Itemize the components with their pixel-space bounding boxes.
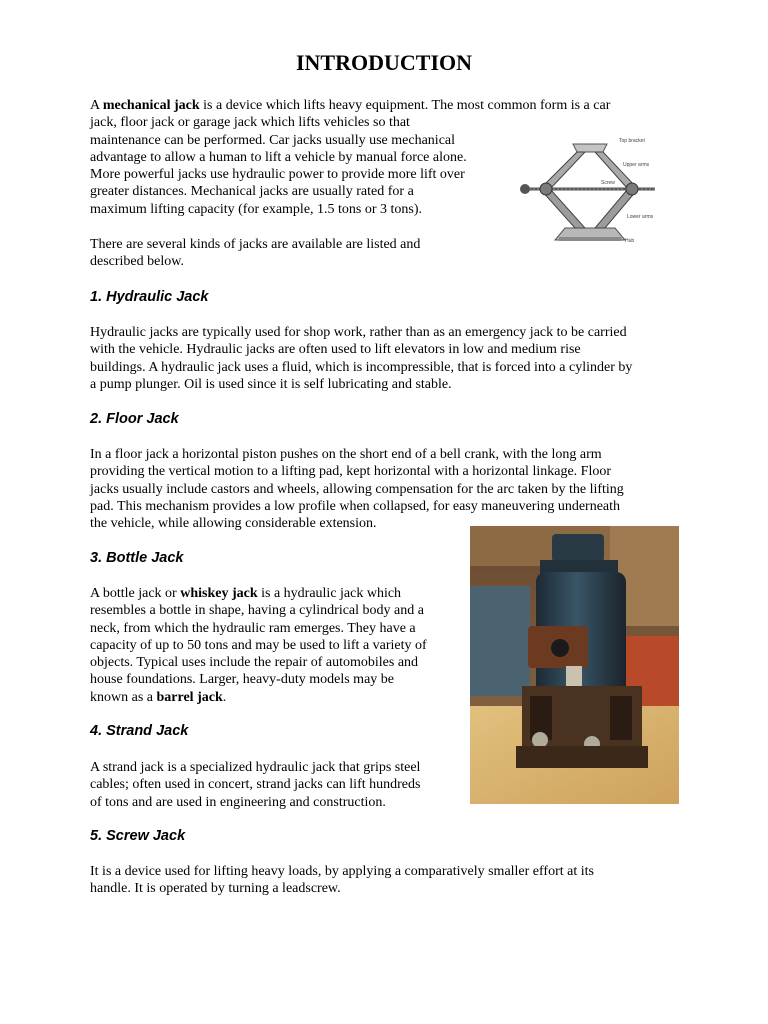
intro-text: maintenance can be performed. Car jacks usually use mechanical	[90, 132, 456, 148]
body-line: A bottle jack or	[90, 586, 181, 601]
strand-paragraph	[90, 759, 420, 811]
bottle-paragraph	[90, 585, 427, 706]
body-line: It is a device used for lifting heavy loads, by applying a comparatively smaller effort at its	[90, 864, 594, 879]
term-whiskey-jack: whiskey jack	[180, 586, 258, 601]
intro-text: A	[90, 98, 103, 113]
heading-strand-jack: 4. Strand Jack	[90, 723, 189, 739]
body-line: buildings. A hydraulic jack uses a fluid, which is incompressible, that is forced into a cylinder by	[90, 359, 633, 375]
term-mechanical-jack: mechanical jack	[102, 98, 200, 113]
scissor-label-top: Top bracket	[619, 138, 645, 144]
heading-hydraulic-jack: 1. Hydraulic Jack	[90, 289, 209, 305]
intro-text: More powerful jacks use hydraulic power to provide more lift over	[90, 167, 465, 183]
body-line: a pump plunger. Oil is used since it is self lubricating and stable.	[90, 376, 452, 392]
heading-floor-jack: 2. Floor Jack	[90, 411, 179, 427]
body-line: objects. Typical uses include the repair of automobiles and	[90, 655, 419, 671]
scissor-label-lower: Lower arms	[627, 214, 654, 220]
hydraulic-paragraph	[90, 324, 632, 393]
body-line: with the vehicle. Hydraulic jacks are often used to lift elevators in low and medium rise	[90, 342, 581, 358]
screw-paragraph	[90, 863, 594, 898]
heading-bottle-jack: 3. Bottle Jack	[90, 550, 184, 566]
body-line: In a floor jack a horizontal piston pushes on the short end of a bell crank, with the long arm	[90, 447, 602, 462]
body-line: the vehicle, while allowing considerable extension.	[90, 516, 377, 532]
body-line: of tons and are used in engineering and construction.	[90, 794, 386, 810]
intro-text: maximum lifting capacity (for example, 1.5 tons or 3 tons).	[90, 201, 423, 217]
body-line: house foundations. Larger, heavy-duty models may be	[90, 672, 394, 688]
body-line: neck, from which the hydraulic ram emerges. They have a	[90, 620, 416, 636]
heading-screw-jack: 5. Screw Jack	[90, 828, 186, 844]
scissor-label-screw: Screw	[601, 180, 615, 186]
body-line: providing the vertical motion to a lifting pad, kept horizontal with a horizontal linkage. Floor	[90, 464, 611, 480]
scissor-label-hub: Hub	[625, 238, 635, 244]
scissor-label-upper: Upper arms	[623, 162, 650, 168]
body-line: capacity of up to 50 tons and may be used to lift a variety of	[90, 637, 427, 653]
body-line: .	[222, 689, 227, 705]
intro-text: is a device which lifts heavy equipment. The most common form is a car	[199, 98, 611, 113]
body-line: jacks usually include castors and wheels, allowing compensation for the arc taken by the lifting	[90, 481, 624, 497]
body-line: A strand jack is a specialized hydraulic jack that grips steel	[90, 760, 421, 775]
intro-paragraph-2	[90, 236, 420, 271]
intro-text: greater distances. Mechanical jacks are usually rated for a	[90, 184, 414, 200]
intro-text: advantage to allow a human to lift a vehicle by manual force alone.	[90, 149, 467, 165]
body-line: is a hydraulic jack which	[257, 586, 402, 601]
body-line: Hydraulic jacks are typically used for shop work, rather than as an emergency jack to be carried	[90, 325, 627, 340]
intro-text: described below.	[90, 254, 184, 270]
intro-text: jack, floor jack or garage jack which lifts vehicles so that	[90, 115, 410, 131]
body-line: pad. This mechanism provides a low profile when collapsed, for easy maneuvering underneath	[90, 498, 621, 514]
page-title: INTRODUCTION	[295, 50, 473, 75]
intro-text: There are several kinds of jacks are available are listed and	[90, 237, 421, 252]
body-line: resembles a bottle in shape, having a cylindrical body and a	[90, 603, 424, 619]
body-line: known as a	[90, 689, 157, 705]
body-line: cables; often used in concert, strand jacks can lift hundreds	[90, 777, 421, 793]
body-line: handle. It is operated by turning a leadscrew.	[90, 881, 341, 897]
scissor-jack-figure	[515, 130, 665, 248]
bottle-jack-photo	[470, 526, 679, 804]
term-barrel-jack: barrel jack	[156, 689, 223, 705]
floor-paragraph	[90, 446, 624, 532]
